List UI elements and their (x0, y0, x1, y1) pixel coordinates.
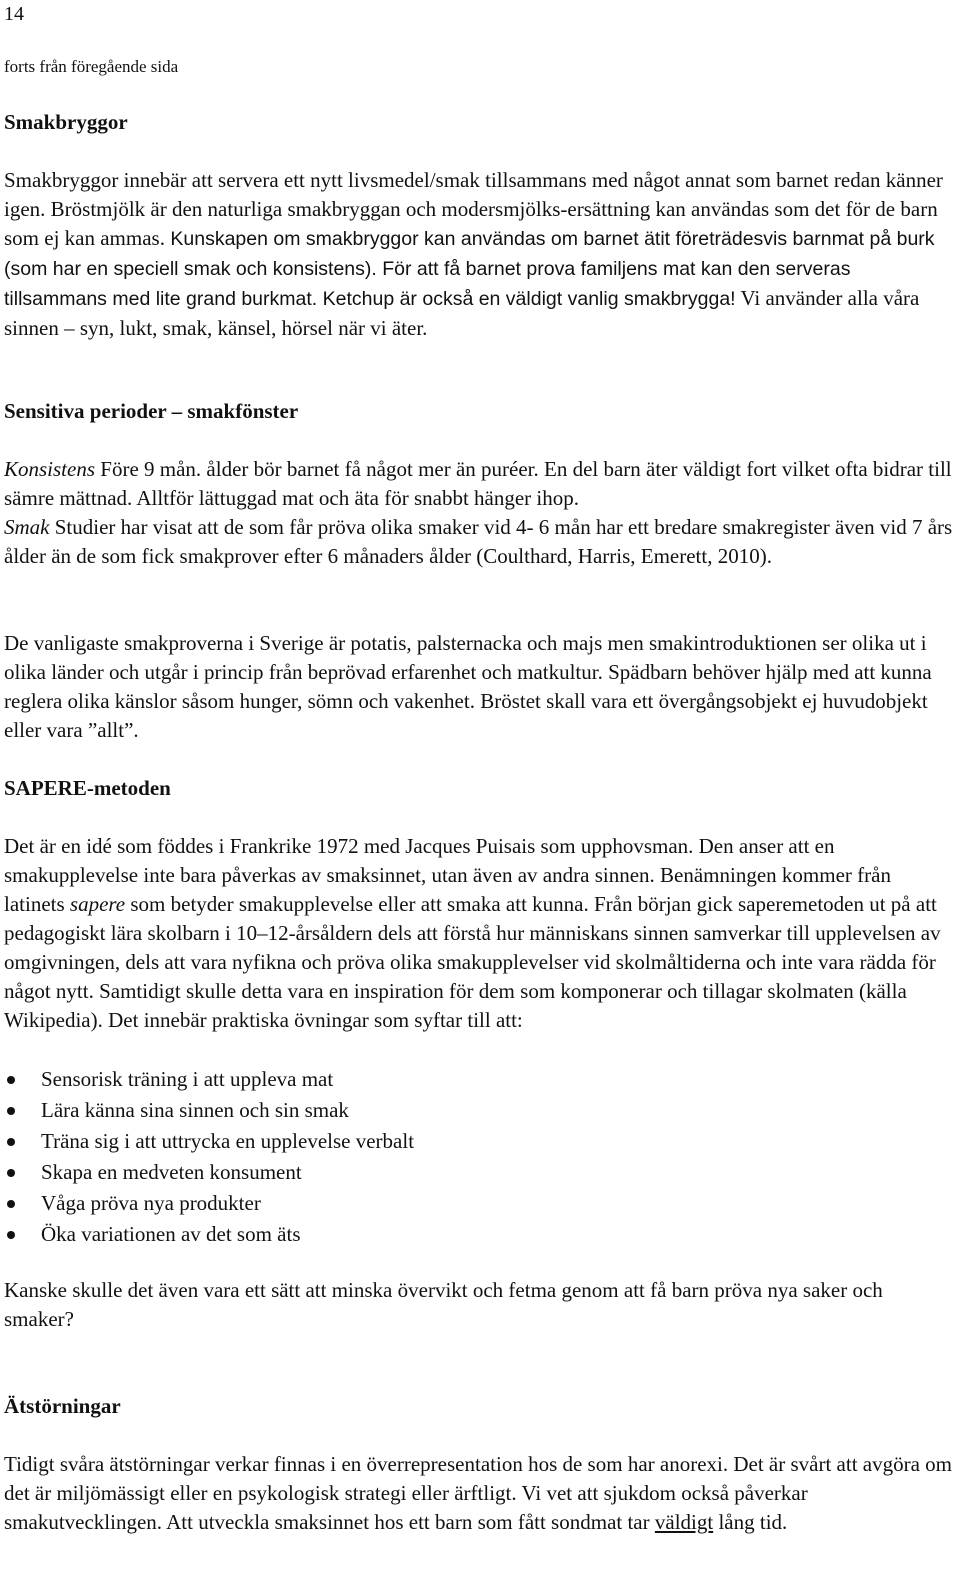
underlined-word: väldigt (654, 1510, 714, 1534)
bullet-icon (7, 1169, 15, 1177)
sapere-term: sapere (69, 892, 126, 916)
paragraph-konsistens-smak (4, 455, 954, 571)
list-item (4, 1095, 414, 1126)
list-item (4, 1126, 414, 1157)
bullet-icon (7, 1200, 15, 1208)
list-item-label: Öka variationen av det som äts (41, 1222, 301, 1246)
bullet-icon (7, 1107, 15, 1115)
list-item (4, 1064, 414, 1095)
page-number: 14 (4, 3, 24, 25)
paragraph-atstorningar (4, 1450, 954, 1537)
smak-label: Smak (4, 515, 50, 539)
list-item (4, 1188, 414, 1219)
paragraph-smakbryggor-knowledge: Kunskapen om smakbryggor kan användas om barnet ätit företrädesvis barnmat på burk (som har en speciell smak och konsistens). För att få barnet prova familjens mat kan den serveras tillsammans med lite grand burkmat. Ketchup är också en väldigt vanlig smakbrygga! (4, 228, 935, 310)
list-item (4, 1219, 414, 1250)
list-item (4, 1157, 414, 1188)
heading-smakbryggor: Smakbryggor (4, 110, 128, 134)
paragraph-smakproverna: De vanligaste smakproverna i Sverige är potatis, palsternacka och majs men smakintroduktionen ser olika ut i olika länder och utgår i princip från beprövad erfarenhet och matkultur. Spädbarn behöver hjälp med att kunna reglera olika känslor såsom hunger, sömn och vakenhet. Bröstet skall vara ett övergångsobjekt ej huvudobjekt eller vara ”allt”. (4, 631, 932, 742)
paragraph-overvikt: Kanske skulle det även vara ett sätt att minska övervikt och fetma genom att få barn pröva nya saker och smaker? (4, 1278, 883, 1331)
smak-text: Studier har visat att de som får pröva olika smaker vid 4- 6 mån har ett bredare smakregister även vid 7 års ålder än de som fick smakprover efter 6 månaders ålder (Coulthard, Harris, Emerett, 2010). (4, 515, 953, 568)
list-item-label: Våga pröva nya produkter (41, 1191, 261, 1215)
bullet-icon (7, 1076, 15, 1084)
paragraph-sapere (4, 832, 954, 1035)
paragraph-atstorningar-part-a: Tidigt svåra ätstörningar verkar finnas i en överrepresentation hos de som har anorexi. Det är svårt att avgöra om det är miljömässigt eller en psykologisk strategi eller ärftligt. Vi vet att sjukdom också påverkar smakutvecklingen. Att utveckla smaksinnet hos ett barn som fått sondmat tar (4, 1452, 953, 1534)
list-item-label: Lära känna sina sinnen och sin smak (41, 1098, 349, 1122)
list-item-label: Träna sig i att uttrycka en upplevelse verbalt (41, 1129, 415, 1153)
paragraph-smakbryggor-senses: Vi använder alla våra sinnen – syn, lukt, smak, känsel, hörsel när vi äter. (4, 286, 920, 340)
konsistens-label: Konsistens (4, 457, 96, 481)
continued-note: forts från föregående sida (4, 57, 179, 76)
sapere-goals-list (4, 1064, 414, 1250)
heading-sensitiva-perioder: Sensitiva perioder – smakfönster (4, 399, 299, 423)
paragraph-smakbryggor-intro: Smakbryggor innebär att servera ett nytt livsmedel/smak tillsammans med något annat som barnet redan känner igen. Bröstmjölk är den naturliga smakbryggan och modersmjölks-ersättning kan användas som det för de barn som ej kan ammas. (4, 168, 943, 250)
bullet-icon (7, 1138, 15, 1146)
konsistens-text: Före 9 mån. ålder bör barnet få något mer än puréer. En del barn äter väldigt fort vilket ofta bidrar till sämre mättnad. Alltför lättuggad mat och äta för snabbt hänger ihop. (4, 457, 952, 510)
bullet-icon (7, 1231, 15, 1239)
paragraph-atstorningar-part-b: lång tid. (713, 1510, 788, 1534)
paragraph-smakbryggor (4, 166, 954, 343)
list-item-label: Sensorisk träning i att uppleva mat (41, 1067, 334, 1091)
paragraph-sapere-part-b: som betyder smakupplevelse eller att smaka att kunna. Från början gick saperemetoden ut på att pedagogiskt lära skolbarn i 10–12-årsåldern dels att förstå hur människans sinnen samverkar till upplevelsen av omgivningen, dels att vara nyfikna och pröva olika smakupplevelser vid skolmåltiderna och inte vara rädda för något nytt. Samtidigt skulle detta vara en inspiration för dem som komponerar och tillagar skolmaten (källa Wikipedia). Det innebär praktiska övningar som syftar till att: (4, 892, 941, 1032)
list-item-label: Skapa en medveten konsument (41, 1160, 302, 1184)
heading-atstorningar: Ätstörningar (4, 1394, 121, 1418)
heading-sapere-metoden: SAPERE-metoden (4, 776, 171, 800)
paragraph-sapere-part-a: Det är en idé som föddes i Frankrike 1972 med Jacques Puisais som upphovsman. Den anser att en smakupplevelse inte bara påverkas av smaksinnet, utan även av andra sinnen. Benämningen kommer från latinets (4, 834, 891, 916)
